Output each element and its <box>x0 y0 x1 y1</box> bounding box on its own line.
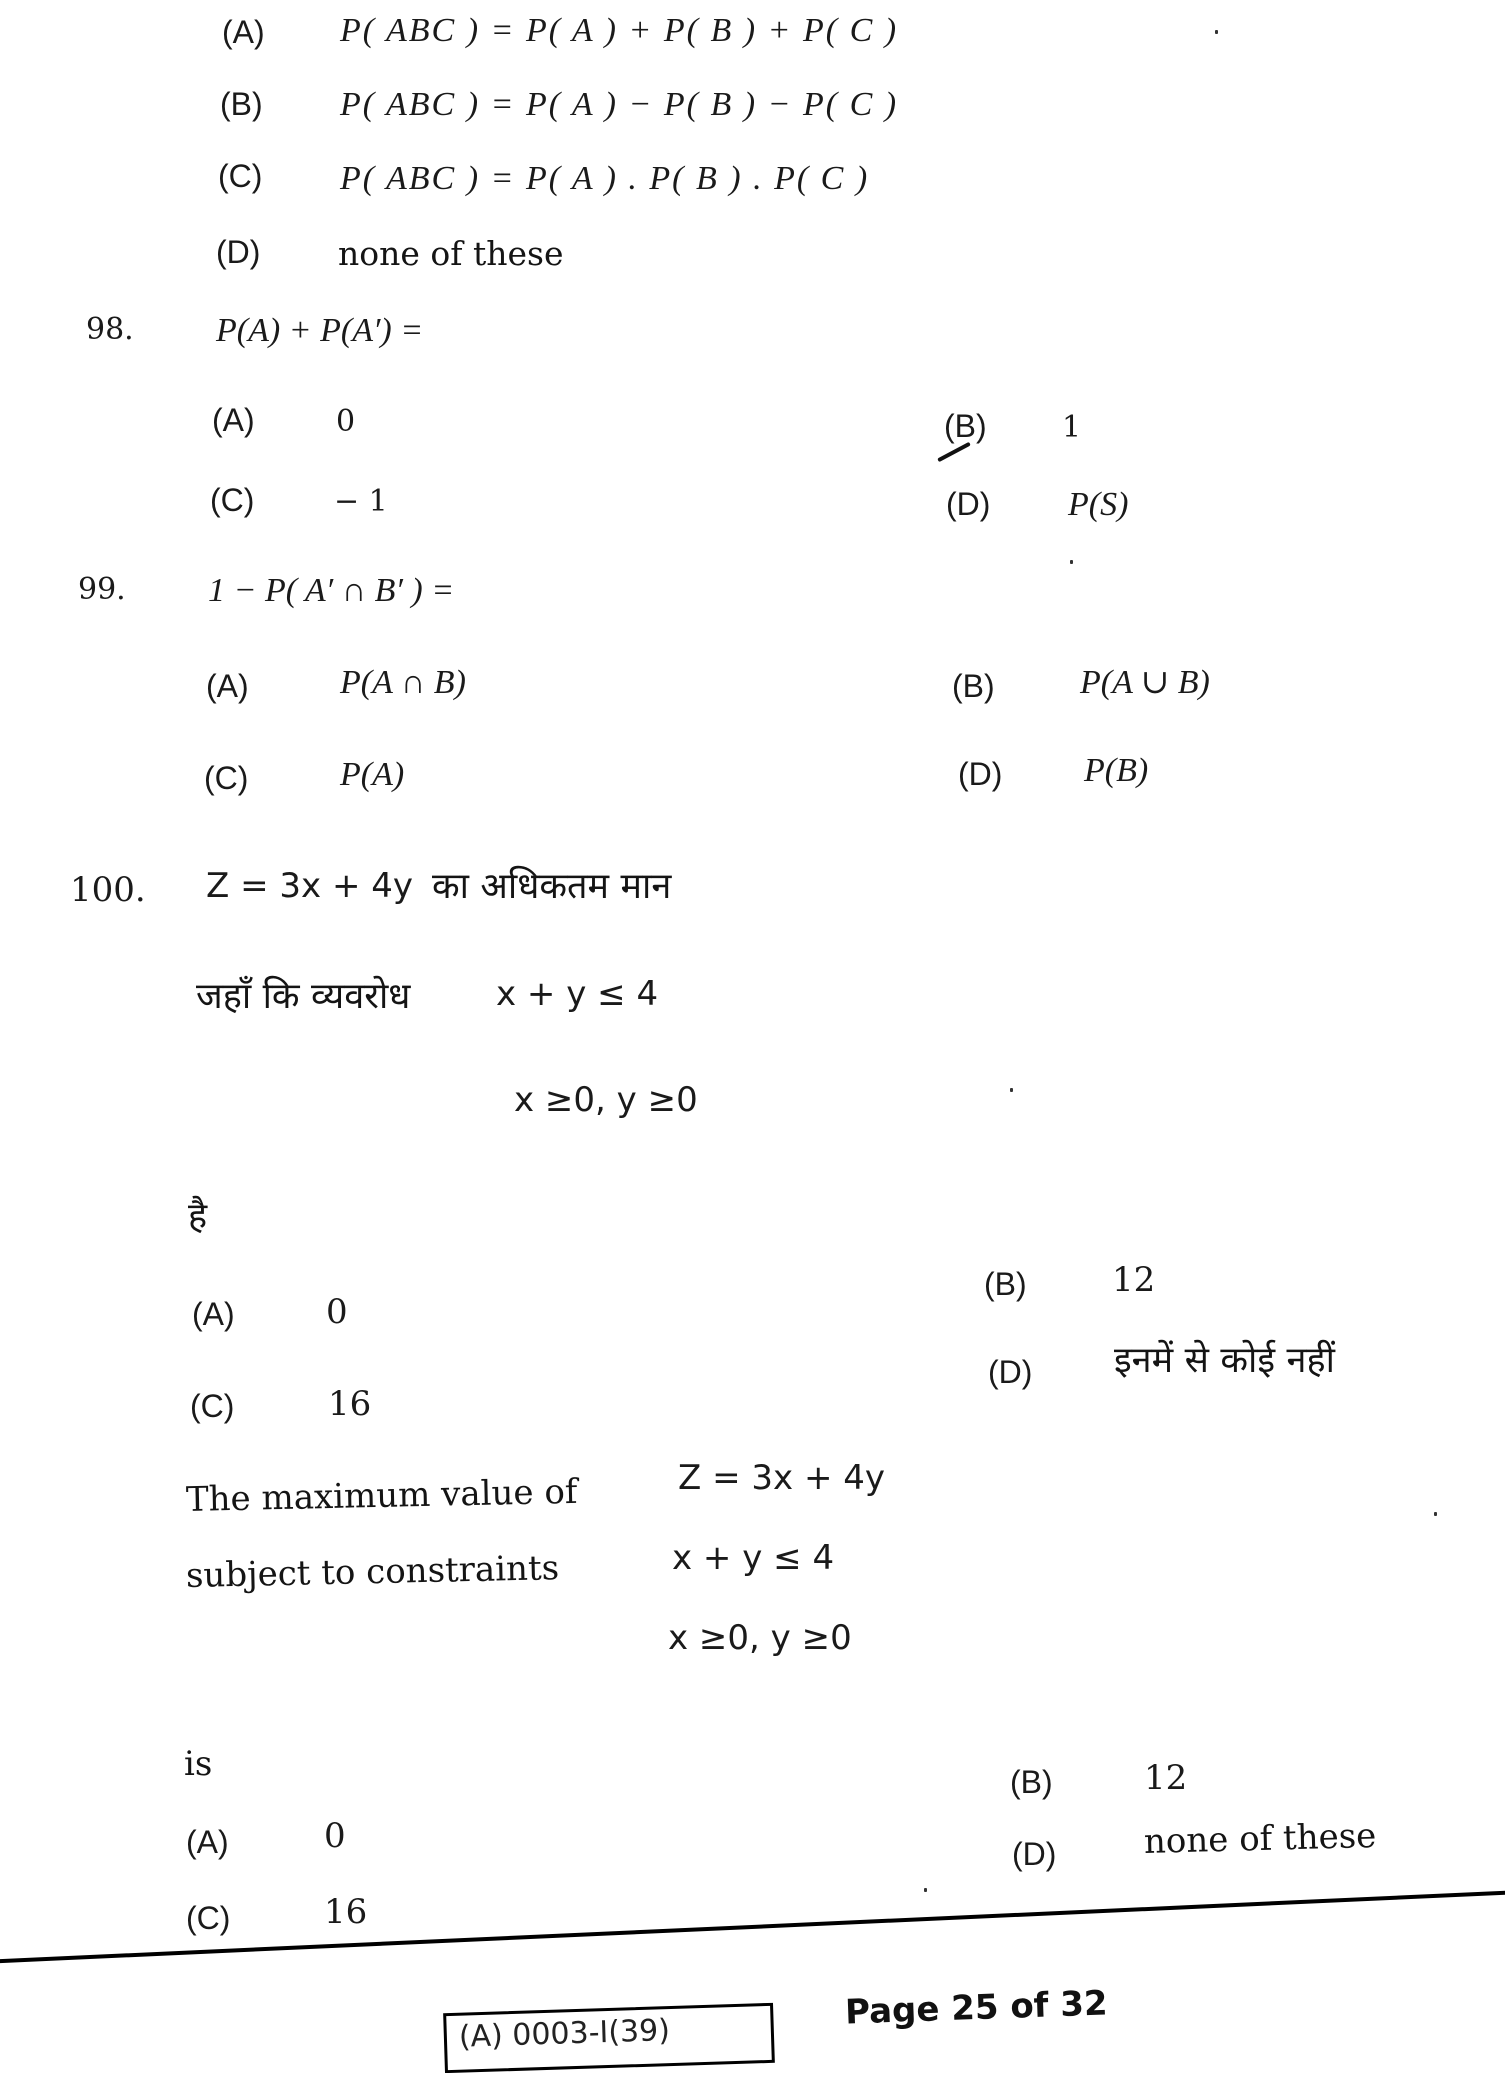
option-text: P(S) <box>1068 486 1129 523</box>
option-label: (D) <box>1012 1836 1057 1872</box>
question-text: P(A) + P(A′) = <box>216 312 424 349</box>
option-text: P( ABC ) = P( A ) − P( B ) − P( C ) <box>340 86 899 123</box>
option-label: (A) <box>222 14 265 50</box>
option-label: (B) <box>220 86 263 122</box>
scan-speck <box>1010 1088 1013 1092</box>
option-label: (B) <box>984 1266 1027 1302</box>
option-text: 16 <box>328 1384 372 1424</box>
option-label: (D) <box>216 234 261 270</box>
option-label: (D) <box>946 486 991 522</box>
paper-code-box <box>443 2003 775 2073</box>
constraint-label: जहाँ कि व्यवरोध <box>196 976 411 1017</box>
option-text: 12 <box>1112 1260 1156 1300</box>
option-text: 12 <box>1144 1758 1188 1798</box>
constraint-2: x ≥0, y ≥0 <box>514 1080 698 1120</box>
scan-speck <box>924 1888 927 1892</box>
constraint-2: x ≥0, y ≥0 <box>668 1618 852 1658</box>
question-number: 99. <box>78 572 126 607</box>
option-label: (B) <box>944 408 987 444</box>
option-text: none of these <box>338 234 564 273</box>
question-number: 98. <box>86 312 134 347</box>
question-text: का अधिकतम मान <box>432 866 672 907</box>
question-tail: is <box>184 1744 213 1784</box>
option-label: (C) <box>210 482 255 518</box>
option-label: (A) <box>192 1296 235 1332</box>
page-number: Page 25 of 32 <box>844 1983 1109 2033</box>
option-label: (A) <box>186 1824 229 1860</box>
option-text: P(A ∩ B) <box>340 664 466 701</box>
paper-code: (A) 0003-I(39) <box>458 2013 671 2055</box>
option-text: 0 <box>324 1816 346 1856</box>
option-text: इनमें से कोई नहीं <box>1114 1340 1335 1381</box>
option-text: P(B) <box>1084 752 1149 789</box>
scan-speck <box>1215 30 1218 34</box>
option-text: P( ABC ) = P( A ) + P( B ) + P( C ) <box>340 12 899 49</box>
option-label: (C) <box>218 158 263 194</box>
option-label: (B) <box>1010 1764 1053 1800</box>
option-label: (C) <box>204 760 249 796</box>
scan-speck <box>1434 1512 1437 1516</box>
option-text: none of these <box>1143 1815 1377 1862</box>
constraint-label: subject to constraints <box>185 1548 560 1596</box>
constraint-1: x + y ≤ 4 <box>672 1538 835 1578</box>
constraint-1: x + y ≤ 4 <box>496 974 659 1014</box>
option-text: 0 <box>326 1292 348 1332</box>
option-text: P( ABC ) = P( A ) . P( B ) . P( C ) <box>340 160 870 197</box>
option-text: 16 <box>324 1892 368 1932</box>
option-label: (A) <box>212 402 255 438</box>
option-text: 1 <box>1062 410 1082 445</box>
option-label: (A) <box>206 668 249 704</box>
option-label: (C) <box>186 1900 231 1936</box>
question-number: 100. <box>70 870 146 910</box>
objective-function: Z = 3x + 4y <box>206 866 414 906</box>
scan-speck <box>1070 560 1073 564</box>
option-label: (D) <box>958 756 1003 792</box>
option-text: P(A ∪ B) <box>1080 664 1210 701</box>
question-text: The maximum value of <box>185 1471 578 1520</box>
option-label: (D) <box>988 1354 1033 1390</box>
objective-function: Z = 3x + 4y <box>678 1458 886 1498</box>
question-tail: है <box>188 1196 208 1237</box>
question-text: 1 − P( A′ ∩ B′ ) = <box>208 572 455 609</box>
option-text: 0 <box>336 404 356 439</box>
option-text: P(A) <box>340 756 405 793</box>
option-label: (C) <box>190 1388 235 1424</box>
option-text: − 1 <box>334 484 388 519</box>
option-label: (B) <box>952 668 995 704</box>
